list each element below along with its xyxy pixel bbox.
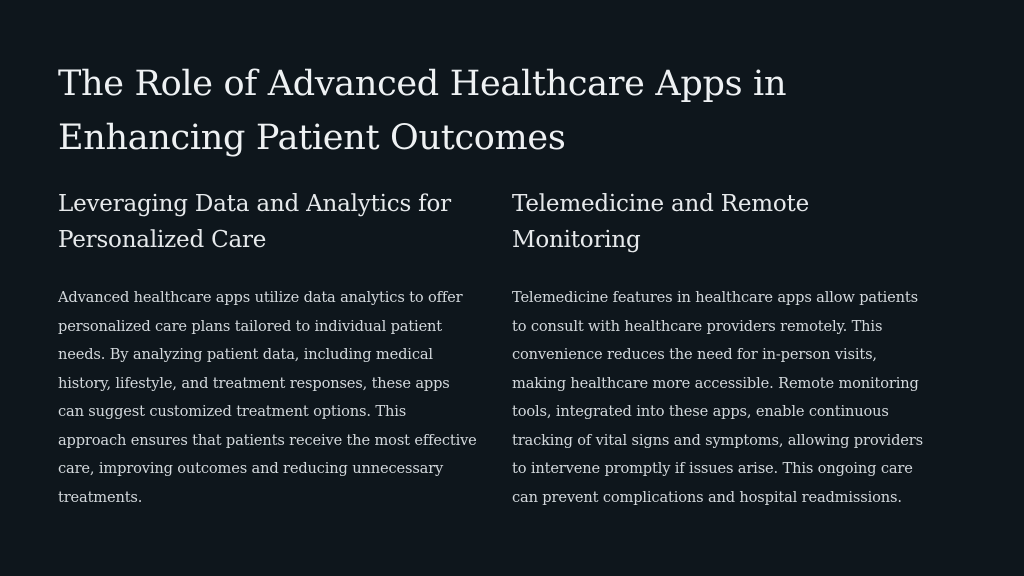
left-column-body: Advanced healthcare apps utilize data analytics to offer personalized care plans tailored to individual patient needs. By analyzing patient data, including medical history, lifestyle, and treatment responses, these apps can suggest customized treatment options. This approach ensures that patients receive the most effective care, improving outcomes and reducing unnecessary treatments. [58,289,477,506]
left-column-heading: Leveraging Data and Analytics for Personalized Care [58,191,451,253]
left-column [58,186,478,512]
right-column-body: Telemedicine features in healthcare apps allow patients to consult with healthcare providers remotely. This convenience reduces the need for in-person visits, making healthcare more accessible. Remote monitoring tools, integrated into these apps, enable continuous tracking of vital signs and symptoms, allowing providers to intervene promptly if issues arise. This ongoing care can prevent complications and hospital readmissions. [512,289,923,506]
right-column [512,186,932,512]
slide-title: The Role of Advanced Healthcare Apps in Enhancing Patient Outcomes [58,64,787,158]
right-column-heading: Telemedicine and Remote Monitoring [512,191,810,253]
